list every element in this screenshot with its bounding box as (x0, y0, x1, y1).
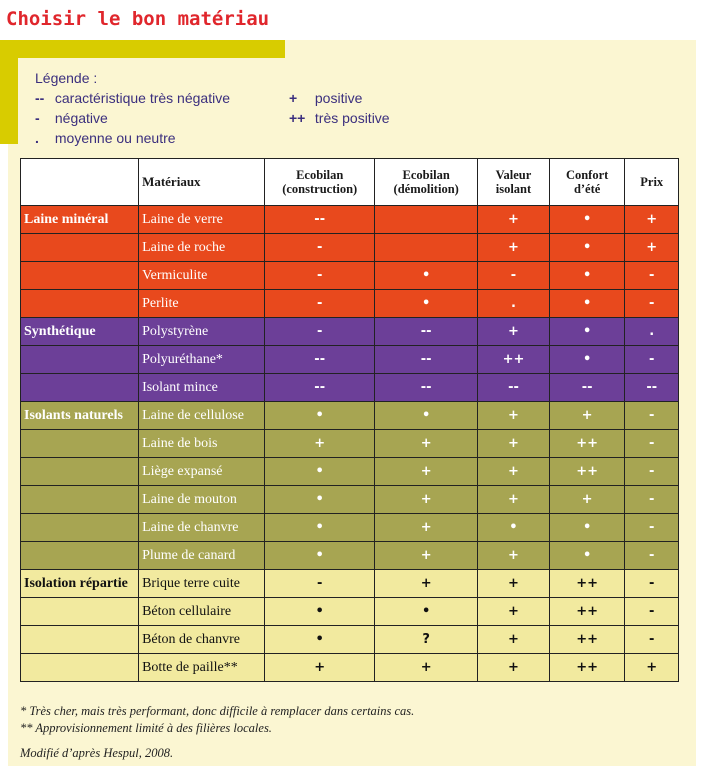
table-row (21, 654, 679, 682)
rating-cell: -- (375, 346, 478, 374)
legend-title: Légende : (35, 70, 98, 86)
rating-cell: - (625, 598, 679, 626)
rating-cell: • (549, 346, 625, 374)
category-cell (21, 458, 139, 486)
material-cell: Brique terre cuite (139, 570, 265, 598)
rating-cell: + (478, 626, 550, 654)
header-category (21, 159, 139, 206)
rating-cell: - (625, 486, 679, 514)
rating-cell: ++ (549, 430, 625, 458)
footnote-2: ** Approvisionnement limité à des filières locales. (20, 721, 272, 735)
rating-cell: • (375, 290, 478, 318)
rating-cell: + (375, 430, 478, 458)
page-title: Choisir le bon matériau (6, 8, 270, 30)
category-cell: Laine minéral (21, 206, 139, 234)
rating-cell: • (265, 514, 375, 542)
rating-cell: + (375, 542, 478, 570)
rating-cell: • (549, 542, 625, 570)
legend-item: + positive (289, 90, 363, 106)
rating-cell: -- (265, 374, 375, 402)
rating-cell: + (265, 430, 375, 458)
category-cell (21, 654, 139, 682)
table-row (21, 318, 679, 346)
table-row (21, 206, 679, 234)
table-row (21, 346, 679, 374)
rating-cell: + (478, 542, 550, 570)
category-cell (21, 430, 139, 458)
rating-cell: ++ (478, 346, 550, 374)
rating-cell: -- (375, 318, 478, 346)
footnotes (20, 703, 414, 762)
material-cell: Liège expansé (139, 458, 265, 486)
rating-cell: + (478, 458, 550, 486)
rating-cell: • (549, 318, 625, 346)
category-cell (21, 486, 139, 514)
rating-cell: -- (478, 374, 550, 402)
material-cell: Vermiculite (139, 262, 265, 290)
category-cell (21, 514, 139, 542)
rating-cell: - (625, 430, 679, 458)
materials-table (20, 158, 679, 682)
rating-cell: ++ (549, 626, 625, 654)
rating-cell: + (265, 654, 375, 682)
rating-cell: + (375, 486, 478, 514)
material-cell: Laine de roche (139, 234, 265, 262)
legend-item: - négative (35, 110, 108, 126)
table-row (21, 458, 679, 486)
material-cell: Laine de chanvre (139, 514, 265, 542)
category-cell: Isolation répartie (21, 570, 139, 598)
table-row (21, 514, 679, 542)
material-cell: Laine de cellulose (139, 402, 265, 430)
material-cell: Béton de chanvre (139, 626, 265, 654)
table-row (21, 626, 679, 654)
rating-cell: ++ (549, 598, 625, 626)
rating-cell: • (549, 206, 625, 234)
rating-cell: • (265, 486, 375, 514)
material-cell: Laine de mouton (139, 486, 265, 514)
rating-cell: + (478, 654, 550, 682)
material-cell: Polystyrène (139, 318, 265, 346)
rating-cell: + (375, 514, 478, 542)
rating-cell: - (265, 290, 375, 318)
rating-cell: + (478, 318, 550, 346)
rating-cell: . (625, 318, 679, 346)
category-cell (21, 346, 139, 374)
legend (35, 68, 390, 146)
category-cell (21, 262, 139, 290)
legend-item: . moyenne ou neutre (35, 130, 176, 146)
category-cell: Synthétique (21, 318, 139, 346)
rating-cell: - (625, 290, 679, 318)
header-prix: Prix (625, 159, 679, 206)
rating-cell: • (549, 514, 625, 542)
category-cell (21, 374, 139, 402)
rating-cell: - (625, 570, 679, 598)
rating-cell: • (549, 262, 625, 290)
rating-cell: • (265, 458, 375, 486)
table-body (21, 206, 679, 682)
rating-cell: - (478, 262, 550, 290)
rating-cell: -- (265, 346, 375, 374)
rating-cell (375, 234, 478, 262)
rating-cell: + (478, 234, 550, 262)
rating-cell: • (265, 598, 375, 626)
rating-cell: + (478, 402, 550, 430)
material-cell: Botte de paille** (139, 654, 265, 682)
rating-cell: • (375, 402, 478, 430)
rating-cell: - (625, 514, 679, 542)
rating-cell: - (625, 458, 679, 486)
table-row (21, 402, 679, 430)
header-materials: Matériaux (139, 159, 265, 206)
rating-cell: ++ (549, 654, 625, 682)
rating-cell: - (265, 318, 375, 346)
header-ecobilan-demolition: Ecobilan (démolition) (375, 159, 478, 206)
legend-item: ++ très positive (289, 110, 390, 126)
header-confort-ete: Confort d’été (549, 159, 625, 206)
legend-item: -- caractéristique très négative (35, 90, 230, 106)
table-row (21, 430, 679, 458)
rating-cell: • (478, 514, 550, 542)
rating-cell: + (478, 486, 550, 514)
rating-cell: + (375, 570, 478, 598)
source-note: Modifié d’après Hespul, 2008. (20, 746, 174, 760)
table-header-row (21, 159, 679, 206)
rating-cell: ++ (549, 570, 625, 598)
rating-cell: - (265, 262, 375, 290)
legend-column-positive (289, 88, 489, 128)
table-row (21, 598, 679, 626)
material-cell: Laine de verre (139, 206, 265, 234)
rating-cell: + (625, 206, 679, 234)
rating-cell: + (625, 654, 679, 682)
rating-cell (375, 206, 478, 234)
material-cell: Plume de canard (139, 542, 265, 570)
table-row (21, 570, 679, 598)
rating-cell: - (265, 570, 375, 598)
rating-cell: + (625, 234, 679, 262)
rating-cell: • (549, 234, 625, 262)
rating-cell: . (478, 290, 550, 318)
rating-cell: - (625, 346, 679, 374)
category-cell (21, 598, 139, 626)
rating-cell: - (625, 402, 679, 430)
rating-cell: ++ (549, 458, 625, 486)
material-cell: Perlite (139, 290, 265, 318)
material-cell: Polyuréthane* (139, 346, 265, 374)
rating-cell: + (478, 206, 550, 234)
table-row (21, 542, 679, 570)
rating-cell: + (478, 570, 550, 598)
material-cell: Laine de bois (139, 430, 265, 458)
table-row (21, 374, 679, 402)
accent-bar-left (0, 40, 18, 144)
header-ecobilan-construction: Ecobilan (construction) (265, 159, 375, 206)
rating-cell: • (265, 626, 375, 654)
rating-cell: • (265, 542, 375, 570)
rating-cell: - (625, 262, 679, 290)
rating-cell: • (549, 290, 625, 318)
category-cell (21, 542, 139, 570)
accent-bar-top (0, 40, 285, 58)
category-cell (21, 626, 139, 654)
table-row (21, 486, 679, 514)
category-cell: Isolants naturels (21, 402, 139, 430)
rating-cell: + (478, 430, 550, 458)
header-valeur-isolant: Valeur isolant (478, 159, 550, 206)
rating-cell: -- (549, 374, 625, 402)
rating-cell: + (375, 458, 478, 486)
rating-cell: • (375, 598, 478, 626)
rating-cell: ? (375, 626, 478, 654)
rating-cell: • (265, 402, 375, 430)
table-row (21, 290, 679, 318)
table-row (21, 262, 679, 290)
rating-cell: -- (375, 374, 478, 402)
footnote-1: * Très cher, mais très performant, donc difficile à remplacer dans certains cas. (20, 704, 415, 718)
rating-cell: + (549, 402, 625, 430)
rating-cell: • (375, 262, 478, 290)
material-cell: Isolant mince (139, 374, 265, 402)
category-cell (21, 290, 139, 318)
rating-cell: - (265, 234, 375, 262)
legend-column-negative (35, 88, 295, 148)
table-row (21, 234, 679, 262)
rating-cell: - (625, 542, 679, 570)
rating-cell: + (478, 598, 550, 626)
category-cell (21, 234, 139, 262)
rating-cell: + (549, 486, 625, 514)
rating-cell: + (375, 654, 478, 682)
rating-cell: -- (625, 374, 679, 402)
material-cell: Béton cellulaire (139, 598, 265, 626)
rating-cell: -- (265, 206, 375, 234)
rating-cell: - (625, 626, 679, 654)
